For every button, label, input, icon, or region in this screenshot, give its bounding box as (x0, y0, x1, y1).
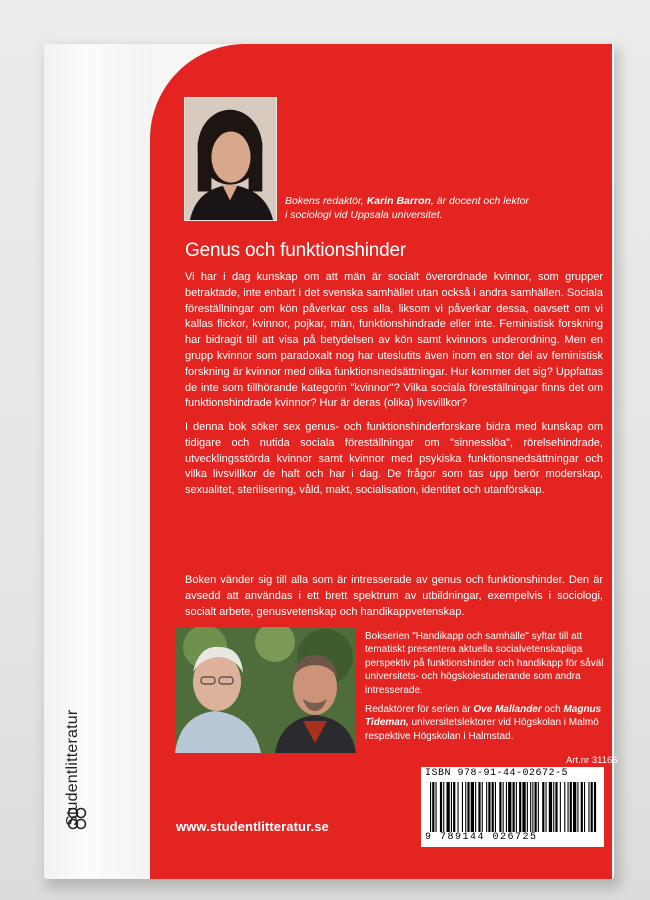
paragraph-2: I denna bok söker sex genus- och funktionshinderforskare bidra med kunskap om tidigare och nutida sociala föreställningar om "sinnesslöa", rörelsehindrade, utvecklingsstörda kvinnor samt kvinnor med psykiska funktionsnedsättningar och vilka livsvillkor de haft och har i dag. De frågor som tas upp berör moderskap, sexualitet, sterilisering, våld, makt, socialisation, identitet och utanförskap. (185, 421, 603, 497)
isbn: ISBN 978-91-44-02672-5 (425, 768, 569, 779)
paragraph-3: Boken vänder sig till alla som är intresserade av genus och funktionshinder. Den är avsedd att användas i ett brett spektrum av utbildningar, exempelvis i sociologi, socialt arbete, genusvetenskap och handikappvetenskap. (185, 574, 603, 618)
ean-digits: 9 789144 026725 (425, 832, 538, 843)
barcode-icon (424, 782, 602, 832)
series-editors: Redaktörer för serien är Ove Mallander och Magnus Tideman, universitetslektorer vid Högskolan i Malmö respektive Högskolan i Halmstad. (365, 704, 602, 742)
editor-photo (184, 97, 277, 221)
publisher-url[interactable]: www.studentlitteratur.se (176, 819, 329, 834)
article-number: Art.nr 31165 (566, 755, 618, 766)
editor-name: Karin Barron (366, 195, 431, 207)
editor-caption: Bokens redaktör, Karin Barron, är docent och lektor i sociologi vid Uppsala universitet. (285, 195, 529, 221)
publisher-name: Studentlitteratur (64, 709, 81, 826)
series-description: Bokserien "Handikapp och samhälle" syftar till att tematiskt presentera aktuella socialvetenskapliga perspektiv på funktionshinder och handikapp för såväl universitets- och högskolestuderande som andra intresserade. Redaktörer för serien är Ove Mallander och Magnus Tideman, universitetslektorer vid Högskolan i Malmö respektive Högskolan i Halmstad. (365, 630, 610, 743)
paragraph-1: Vi har i dag kunskap om att män är socialt överordnade kvinnor, som grupper betraktade, inte enbart i det svenska samhället utan också i andra samhällen. Sociala föreställningar om kön påverkar oss alla, liksom vi påverkar dessa, oavsett om vi kallas flickor, kvinnor, pojkar, män, funktionshindrade eller inte. Feministisk forskning har bidragit till att visa på betydelsen av kön samt kvinnors underordning. Men en grupp kvinnor som paradoxalt nog har uteslutits även inom en stor del av feministisk forskning är kvinnor med olika funktionsnedsättningar. Hur kommer det sig? Uppfattas de inte som tillhörande kategorin "kvinnor"? Vilka sociala föreställningar finns det om funktionshindrade kvinnor? Hur är deras (olika) livsvillkor? (185, 271, 603, 410)
cover-white-panel (44, 44, 152, 879)
book-title: Genus och funktionshinder (185, 240, 407, 261)
series-editors-photo (175, 627, 356, 753)
